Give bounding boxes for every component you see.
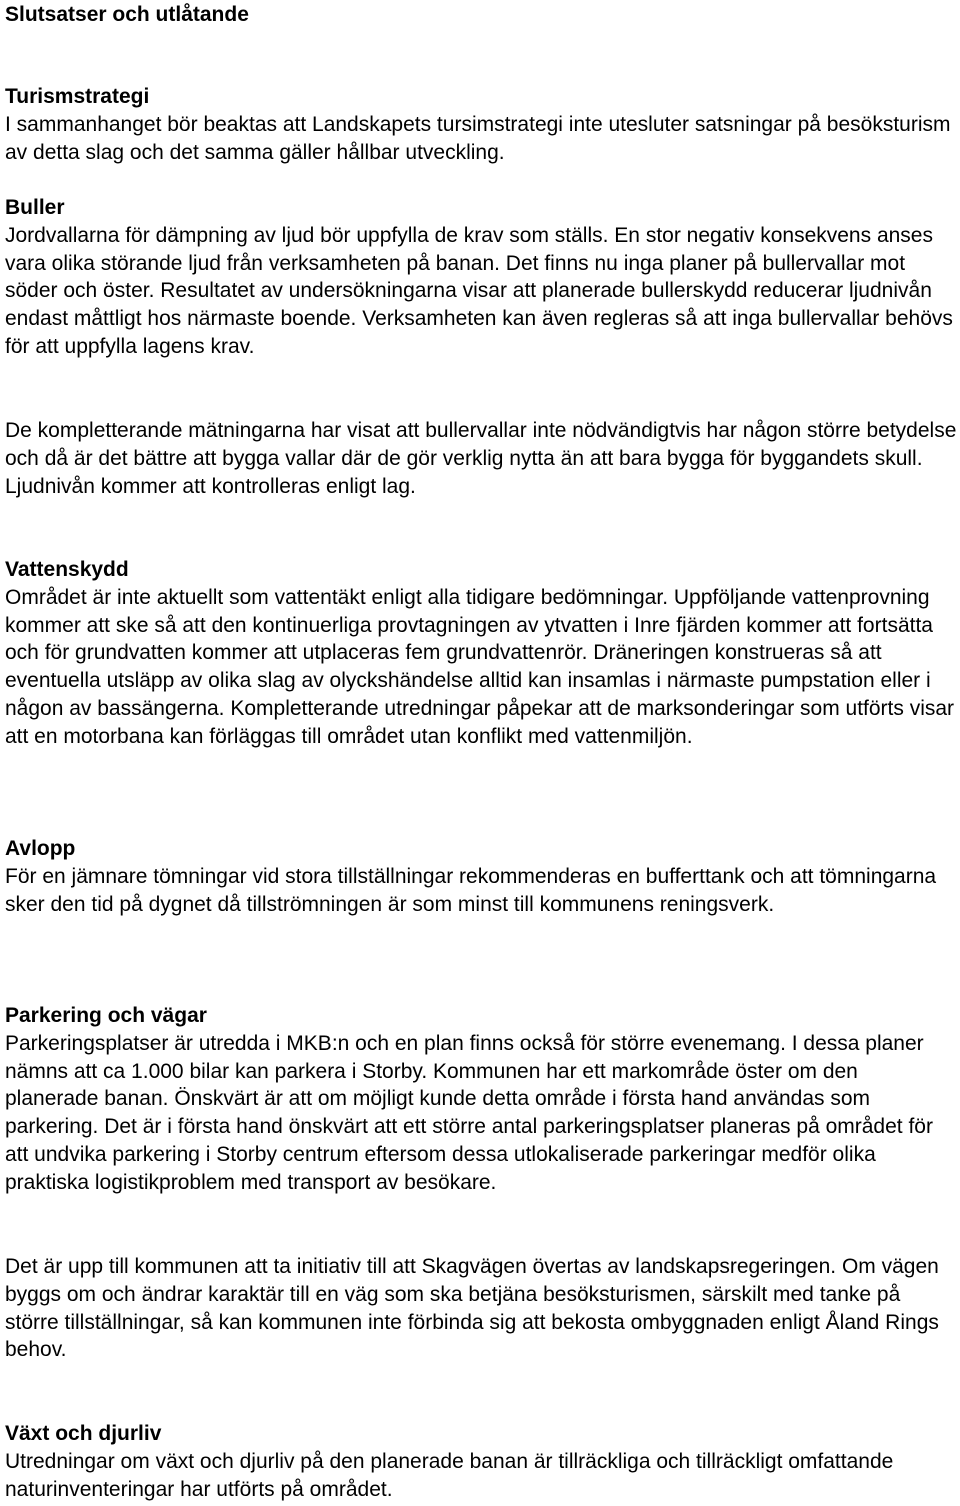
section-parkering-continued <box>5 1253 957 1364</box>
section-heading: Parkering och vägar <box>5 1004 207 1027</box>
section-vaxt-och-djurliv <box>5 1420 957 1503</box>
section-heading: Vattenskydd <box>5 558 129 581</box>
section-heading: Buller <box>5 196 65 219</box>
section-buller <box>5 194 957 361</box>
document-title: Slutsatser och utlåtande <box>5 3 249 26</box>
section-paragraph: De kompletterande mätningarna har visat att bullervallar inte nödvändigtvis har någon större betydelse och då är det bättre att bygga vallar där de gör verklig nytta än att bara bygga för byggandets skull. Ljudnivån kommer att kontrolleras enligt lag. <box>5 419 957 498</box>
section-buller-continued <box>5 417 957 500</box>
section-heading: Avlopp <box>5 837 76 860</box>
section-heading: Växt och djurliv <box>5 1422 162 1445</box>
section-turismstrategi <box>5 83 957 166</box>
section-paragraph: Parkeringsplatser är utredda i MKB:n och en plan finns också för större evenemang. I dessa planer nämns att ca 1.000 bilar kan parkera i Storby. Kommunen har ett markområde öster om den planerade banan. Önskvärt är att om möjligt kunde detta område i första hand användas som parkering. Det är i första hand önskvärt att ett större antal parkeringsplatser planeras på området för att undvika parkering i Storby centrum eftersom dessa utlokaliserade parkeringar medför olika praktiska logistikproblem med transport av besökare. <box>5 1031 933 1194</box>
section-heading: Turismstrategi <box>5 85 150 108</box>
section-parkering-och-vagar <box>5 1002 957 1197</box>
section-paragraph: För en jämnare tömningar vid stora tillställningar rekommenderas en bufferttank och att tömningarna sker den tid på dygnet då tillströmningen är som minst till kommunens reningsverk. <box>5 864 937 916</box>
section-paragraph: I sammanhanget bör beaktas att Landskapets tursimstrategi inte utesluter satsningar på besöksturism av detta slag och det samma gäller hållbar utveckling. <box>5 112 951 164</box>
section-paragraph: Det är upp till kommunen att ta initiativ till att Skagvägen övertas av landskapsregeringen. Om vägen byggs om och ändrar karaktär till en väg som ska betjäna besöksturismen, särskilt med tanke på större tillställningar, så kan kommunen inte förbinda sig att bekosta ombyggnaden enligt Åland Rings behov. <box>5 1255 939 1362</box>
section-paragraph: Jordvallarna för dämpning av ljud bör uppfylla de krav som ställs. En stor negativ konsekvens anses vara olika störande ljud från verksamheten på banan. Det finns nu inga planer på bullervallar mot söder och öster. Resultatet av undersökningarna visar att planerade bullerskydd reducerar ljudnivån endast måttligt hos närmaste boende. Verksamheten kan även regleras så att inga bullervallar behövs för att uppfylla lagens krav. <box>5 223 953 358</box>
section-paragraph: Utredningar om växt och djurliv på den planerade banan är tillräckliga och tillräckligt omfattande naturinventeringar har utförts på området. <box>5 1449 894 1501</box>
section-paragraph: Området är inte aktuellt som vattentäkt enligt alla tidigare bedömningar. Uppföljande vattenprovning kommer att ske så att den kontinuerliga provtagningen av ytvatten i Inre fjärden kommer att fortsätta och för grundvatten kommer att utplaceras fem grundvattenrör. Dräneringen konstrueras så att eventuella utsläpp av olika slag av olyckshändelse alltid kan insamlas i närmaste pumpstation eller i någon av bassängerna. Kompletterande utredningar påpekar att de marksonderingar som utförts visar att en motorbana kan förläggas till området utan konflikt med vattenmiljön. <box>5 585 955 748</box>
section-avlopp <box>5 835 957 918</box>
section-vattenskydd <box>5 556 957 751</box>
